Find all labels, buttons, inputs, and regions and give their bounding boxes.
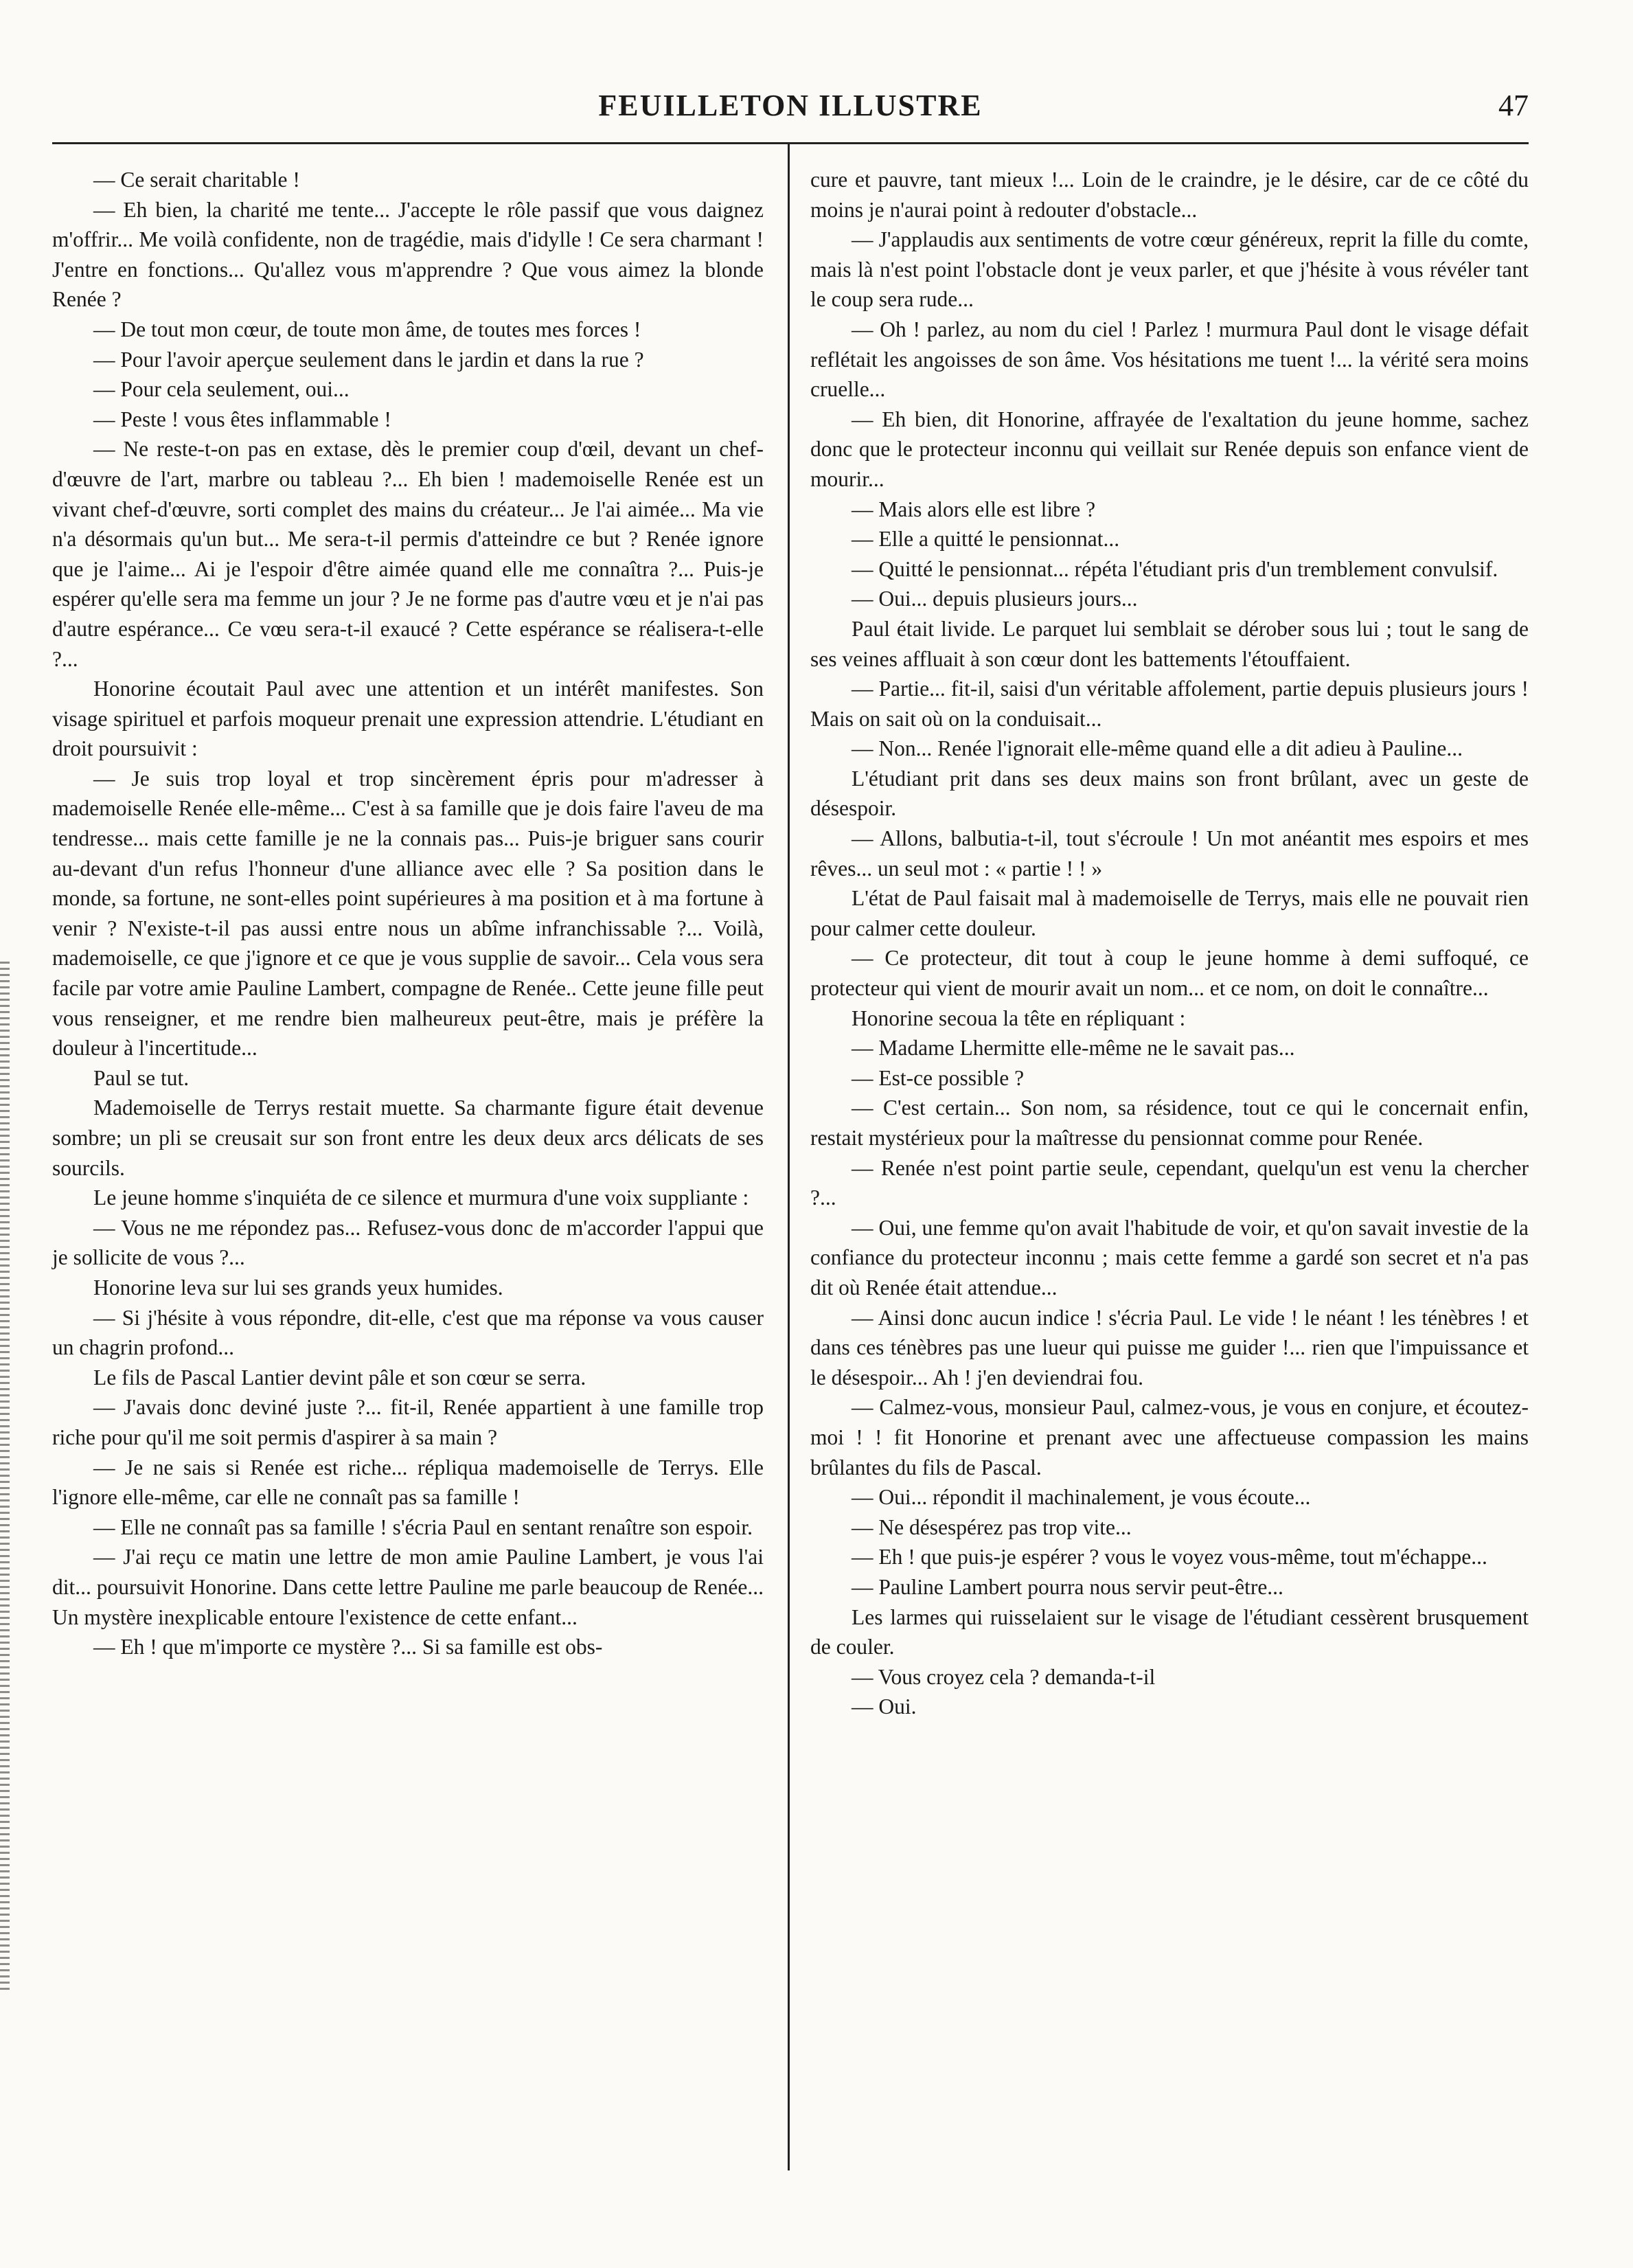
paragraph: — Ainsi donc aucun indice ! s'écria Paul. Le vide ! le néant ! les ténèbres ! et dans ces ténèbres pas une lueur qui puisse me guider !... rien que l'impuissance et le désespoir... Ah ! j'en deviendrai fou. bbox=[810, 1305, 1529, 1390]
paragraph: Le fils de Pascal Lantier devint pâle et son cœur se serra. bbox=[93, 1365, 586, 1390]
paragraph: — Je ne sais si Renée est riche... répliqua mademoiselle de Terrys. Elle l'ignore elle-même, car elle ne connaît pas sa famille ! bbox=[52, 1455, 764, 1510]
paragraph: — Oui, une femme qu'on avait l'habitude de voir, et qu'on savait investie de la confiance du protecteur inconnu ; mais cette femme a gardé son secret et n'a pas dit où Renée était attendue... bbox=[810, 1215, 1529, 1300]
paragraph: — Oui... depuis plusieurs jours... bbox=[852, 587, 1138, 611]
paragraph: — Eh ! que m'importe ce mystère ?... Si sa famille est obs- bbox=[93, 1635, 603, 1659]
paragraph: — Calmez-vous, monsieur Paul, calmez-vous, je vous en conjure, et écoutez-moi ! ! fit Honorine et prenant avec une affectueuse compassion les mains brûlantes du fils de Pascal. bbox=[810, 1395, 1529, 1479]
page-number: 47 bbox=[1498, 89, 1529, 122]
paragraph: — J'avais donc deviné juste ?... fit-il, Renée appartient à une famille trop riche pour qu'il me soit permis d'aspirer à sa main ? bbox=[52, 1395, 764, 1449]
paragraph: — Elle a quitté le pensionnat... bbox=[852, 527, 1120, 552]
right-column bbox=[810, 165, 1529, 1722]
paragraph: — Allons, balbutia-t-il, tout s'écroule ! Un mot anéantit mes espoirs et mes rêves... un seul mot : « partie ! ! » bbox=[810, 826, 1529, 881]
paragraph: — Madame Lhermitte elle-même ne le savait pas... bbox=[852, 1036, 1295, 1061]
paragraph: Honorine secoua la tête en répliquant : bbox=[852, 1006, 1186, 1030]
running-title: FEUILLETON ILLUSTRE bbox=[598, 89, 983, 122]
paragraph: — Si j'hésite à vous répondre, dit-elle, c'est que ma réponse va vous causer un chagrin profond... bbox=[52, 1305, 764, 1360]
binding-edge bbox=[0, 962, 10, 1992]
paragraph: — Je suis trop loyal et trop sincèrement épris pour m'adresser à mademoiselle Renée elle-même... C'est à sa famille que je dois faire l'aveu de ma tendresse... mais cette famille je ne la connais pas... Puis-je briguer sans courir au-devant d'un refus l'honneur d'une alliance avec elle ? Sa position dans le monde, sa fortune, ne sont-elles point supérieures à ma position et à ma fortune à venir ? N'existe-t-il pas aussi entre nous un abîme infranchissable ?... Voilà, mademoiselle, ce que j'ignore et ce que je vous supplie de savoir... Cela vous sera facile par votre amie Pauline Lambert, compagne de Renée.. Cette jeune fille peut vous renseigner, et me rendre bien malheureux peut-être, mais je préfère la douleur à l'incertitude... bbox=[52, 766, 764, 1061]
paragraph: — Quitté le pensionnat... répéta l'étudiant pris d'un tremblement convulsif. bbox=[852, 556, 1498, 581]
page-header bbox=[52, 77, 1529, 132]
paragraph: — Ne reste-t-on pas en extase, dès le premier coup d'œil, devant un chef-d'œuvre de l'art, marbre ou tableau ?... Eh bien ! mademoiselle Renée est un vivant chef-d'œuvre, sorti complet des mains du créateur... Je l'ai aimée... Ma vie n'a désormais qu'un but... Me sera-t-il permis d'atteindre ce but ? Renée ignore que je l'aime... Ai je l'espoir d'être aimée quand elle me connaîtra ?... Puis-je espérer qu'elle sera ma femme un jour ? Je ne forme pas d'autre vœu et je n'ai pas d'autre espérance... Ce vœu sera-t-il exaucé ? Cette espérance se réalisera-t-elle ?... bbox=[52, 437, 764, 671]
paragraph: Honorine leva sur lui ses grands yeux humides. bbox=[93, 1275, 503, 1300]
paragraph: — Mais alors elle est libre ? bbox=[852, 497, 1096, 521]
paragraph: — J'applaudis aux sentiments de votre cœur généreux, reprit la fille du comte, mais là n'est point l'obstacle dont je veux parler, et que j'hésite à vous révéler tant le coup sera rude... bbox=[810, 227, 1529, 312]
paragraph: — Eh ! que puis-je espérer ? vous le voyez vous-même, tout m'échappe... bbox=[852, 1545, 1487, 1569]
paragraph: — C'est certain... Son nom, sa résidence, tout ce qui le concernait enfin, restait mystérieux pour la maîtresse du pensionnat comme pour Renée. bbox=[810, 1096, 1529, 1150]
paragraph: cure et pauvre, tant mieux !... Loin de le craindre, je le désire, car de ce côté du moins je n'aurai point à redouter d'obstacle... bbox=[810, 168, 1529, 222]
paragraph: — Partie... fit-il, saisi d'un véritable affolement, partie depuis plusieurs jours ! Mais on sait où on la conduisait... bbox=[810, 677, 1529, 731]
paragraph: — Ce protecteur, dit tout à coup le jeune homme à demi suffoqué, ce protecteur qui vient de mourir avait un nom... et ce nom, on doit le connaître... bbox=[810, 946, 1529, 1001]
paragraph: — De tout mon cœur, de toute mon âme, de toutes mes forces ! bbox=[93, 317, 641, 341]
paragraph: L'étudiant prit dans ses deux mains son front brûlant, avec un geste de désespoir. bbox=[810, 766, 1529, 821]
paragraph: — Non... Renée l'ignorait elle-même quand elle a dit adieu à Pauline... bbox=[852, 736, 1463, 761]
paragraph: — Renée n'est point partie seule, cependant, quelqu'un est venu la chercher ?... bbox=[810, 1155, 1529, 1210]
header-rule bbox=[52, 142, 1529, 144]
paragraph: Les larmes qui ruisselaient sur le visage de l'étudiant cessèrent brusquement de couler. bbox=[810, 1604, 1529, 1659]
left-column bbox=[52, 165, 764, 1662]
column-divider bbox=[788, 144, 790, 2170]
paragraph: Le jeune homme s'inquiéta de ce silence et murmura d'une voix suppliante : bbox=[93, 1186, 749, 1210]
paragraph: Mademoiselle de Terrys restait muette. Sa charmante figure était devenue sombre; un pli se creusait sur son front entre les deux deux arcs délicats de ses sourcils. bbox=[52, 1096, 764, 1180]
paragraph: — Est-ce possible ? bbox=[852, 1065, 1025, 1090]
paragraph: — Eh bien, dit Honorine, affrayée de l'exaltation du jeune homme, sachez donc que le protecteur inconnu qui veillait sur Renée depuis son enfance vient de mourir... bbox=[810, 407, 1529, 491]
paragraph: L'état de Paul faisait mal à mademoiselle de Terrys, mais elle ne pouvait rien pour calmer cette douleur. bbox=[810, 886, 1529, 940]
paragraph: — Ne désespérez pas trop vite... bbox=[852, 1515, 1132, 1539]
paragraph: — Oui... répondit il machinalement, je vous écoute... bbox=[852, 1485, 1311, 1510]
paragraph: — Elle ne connaît pas sa famille ! s'écria Paul en sentant renaître son espoir. bbox=[93, 1515, 753, 1539]
paragraph: — Oh ! parlez, au nom du ciel ! Parlez ! murmura Paul dont le visage défait reflétait les angoisses de son âme. Vos hésitations me tuent !... la vérité sera moins cruelle... bbox=[810, 317, 1529, 402]
paragraph: — Vous ne me répondez pas... Refusez-vous donc de m'accorder l'appui que je sollicite de vous ?... bbox=[52, 1215, 764, 1270]
paragraph: Honorine écoutait Paul avec une attention et un intérêt manifestes. Son visage spirituel et parfois moqueur prenait une expression attendrie. L'étudiant en droit poursuivit : bbox=[52, 677, 764, 761]
paragraph: — Pauline Lambert pourra nous servir peut-être... bbox=[852, 1574, 1283, 1599]
paragraph: — Oui. bbox=[852, 1694, 917, 1719]
paragraph: — Eh bien, la charité me tente... J'accepte le rôle passif que vous daignez m'offrir... Me voilà confidente, non de tragédie, mais d'idylle ! Ce sera charmant ! J'entre en fonctions... Qu'allez vous m'apprendre ? Que vous aimez la blonde Renée ? bbox=[52, 197, 764, 312]
paragraph: Paul se tut. bbox=[93, 1065, 190, 1090]
paragraph: Paul était livide. Le parquet lui semblait se dérober sous lui ; tout le sang de ses veines affluait à son cœur dont les battements l'étouffaient. bbox=[810, 616, 1529, 671]
paragraph: — Vous croyez cela ? demanda-t-il bbox=[852, 1664, 1156, 1689]
paragraph: — Ce serait charitable ! bbox=[93, 168, 300, 192]
paragraph: — Pour cela seulement, oui... bbox=[93, 377, 350, 402]
paragraph: — Peste ! vous êtes inflammable ! bbox=[93, 407, 391, 431]
paragraph: — J'ai reçu ce matin une lettre de mon amie Pauline Lambert, je vous l'ai dit... poursuivit Honorine. Dans cette lettre Pauline me parle beaucoup de Renée... Un mystère inexplicable entoure l'existence de cette enfant... bbox=[52, 1545, 764, 1629]
paragraph: — Pour l'avoir aperçue seulement dans le jardin et dans la rue ? bbox=[93, 347, 644, 372]
